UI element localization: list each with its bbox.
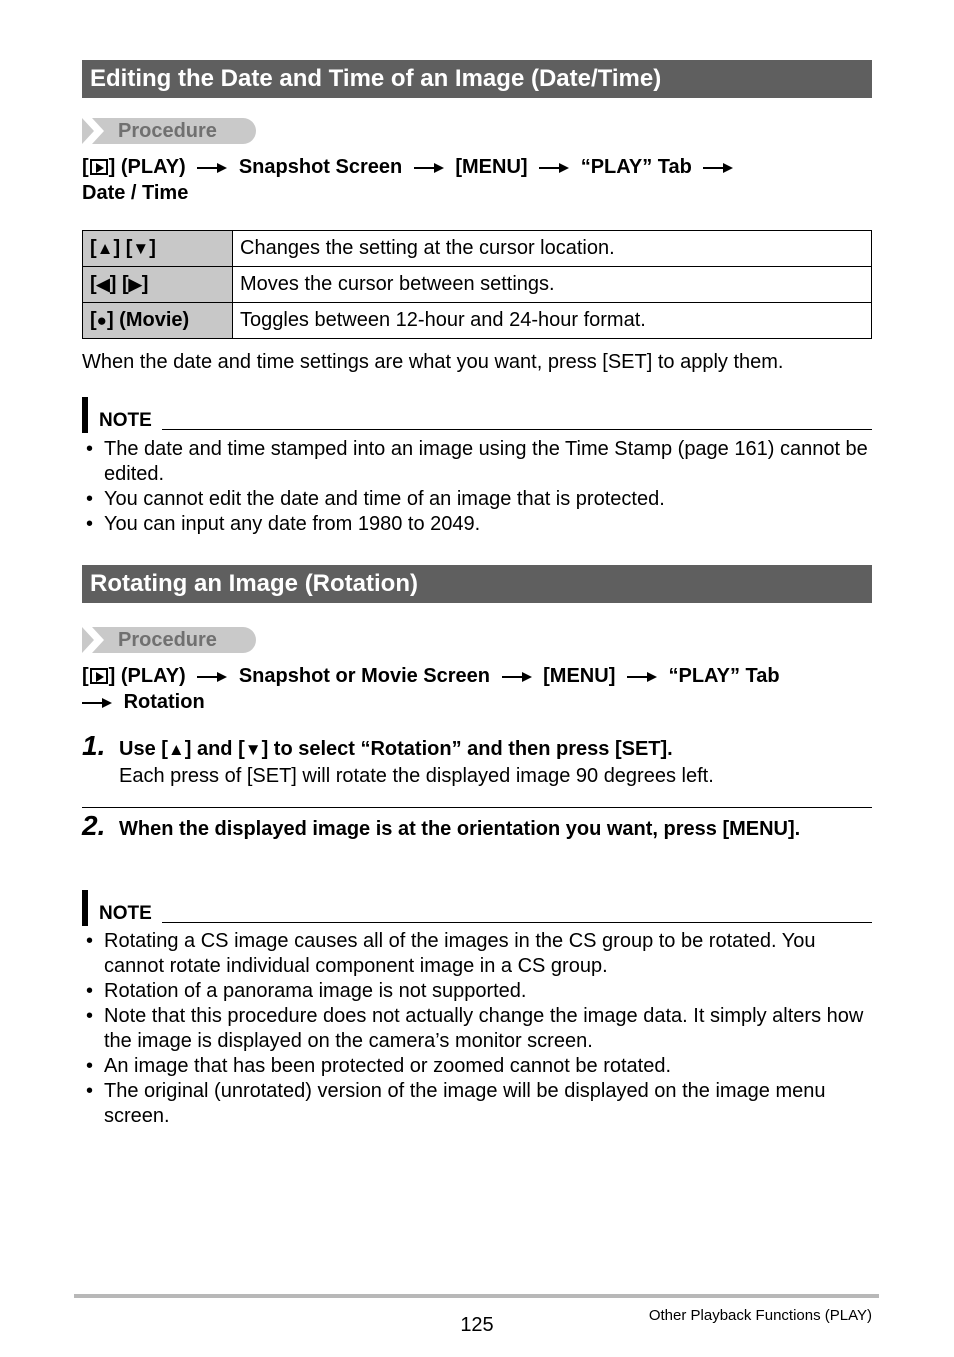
note-list bbox=[82, 929, 872, 1129]
step-2 bbox=[82, 810, 872, 872]
play-icon bbox=[90, 159, 108, 175]
procedure-path: [ ] (PLAY) Snapshot or Movie Screen [MENU] “PLAY” Tab Rotation bbox=[82, 665, 780, 713]
procedure-badge: Procedure bbox=[82, 118, 256, 144]
list-item: • Rotating a CS image causes all of the images in the CS group to be rotated. You cannot rotate individual component image in a CS group. bbox=[82, 929, 872, 979]
table-row bbox=[83, 231, 872, 267]
table-row bbox=[83, 267, 872, 303]
note-heading: NOTE bbox=[82, 397, 872, 433]
arrow-right-icon bbox=[197, 672, 227, 682]
list-item: • The date and time stamped into an image using the Time Stamp (page 161) cannot be edited. bbox=[82, 437, 872, 487]
table-row bbox=[83, 303, 872, 339]
note-heading: NOTE bbox=[82, 890, 872, 926]
arrow-right-icon bbox=[539, 163, 569, 173]
description-cell: Moves the cursor between settings. bbox=[233, 267, 872, 303]
divider bbox=[82, 807, 872, 808]
key-cell: [◀] [▶] bbox=[83, 267, 233, 303]
procedure-chevron-icon bbox=[82, 627, 106, 653]
page-number: 125 bbox=[460, 1314, 494, 1336]
step-title: Use [▲] and [▼] to select “Rotation” and then press [SET]. bbox=[119, 738, 673, 760]
key-cell: [▲] [▼] bbox=[83, 231, 233, 267]
play-icon bbox=[90, 668, 108, 684]
arrow-right-icon bbox=[627, 672, 657, 682]
controls-table bbox=[82, 230, 872, 339]
step-1 bbox=[82, 730, 872, 796]
step-number: 1. bbox=[82, 730, 106, 761]
arrow-right-icon bbox=[82, 698, 112, 708]
note-list bbox=[82, 437, 872, 537]
list-item: • The original (unrotated) version of the image will be displayed on the image menu screen. bbox=[82, 1079, 872, 1129]
step-number: 2. bbox=[82, 810, 106, 841]
description-cell: Toggles between 12-hour and 24-hour format. bbox=[233, 303, 872, 339]
arrow-right-icon bbox=[197, 163, 227, 173]
description-cell: Changes the setting at the cursor location. bbox=[233, 231, 872, 267]
list-item: • Rotation of a panorama image is not supported. bbox=[82, 979, 872, 1004]
footer-section-name: Other Playback Functions (PLAY) bbox=[648, 1307, 872, 1324]
arrow-right-icon bbox=[414, 163, 444, 173]
section-title-date-time: Editing the Date and Time of an Image (Date/Time) bbox=[82, 60, 872, 98]
apply-instruction: When the date and time settings are what you want, press [SET] to apply them. bbox=[82, 351, 784, 373]
procedure-path: [ ] (PLAY) Snapshot Screen [MENU] “PLAY” Tab Date / Time bbox=[82, 154, 872, 206]
list-item: • You can input any date from 1980 to 2049. bbox=[82, 512, 872, 537]
procedure-badge: Procedure bbox=[82, 627, 256, 653]
section-title-rotation: Rotating an Image (Rotation) bbox=[82, 565, 872, 603]
list-item: • You cannot edit the date and time of an image that is protected. bbox=[82, 487, 872, 512]
procedure-chevron-icon bbox=[82, 118, 106, 144]
step-title: When the displayed image is at the orientation you want, press [MENU]. bbox=[119, 818, 801, 840]
arrow-right-icon bbox=[502, 672, 532, 682]
key-cell: [●] (Movie) bbox=[83, 303, 233, 339]
arrow-right-icon bbox=[703, 163, 733, 173]
list-item: • An image that has been protected or zoomed cannot be rotated. bbox=[82, 1054, 872, 1079]
list-item: • Note that this procedure does not actually change the image data. It simply alters how the image is displayed on the camera’s monitor screen. bbox=[82, 1004, 872, 1054]
footer-rule bbox=[74, 1294, 879, 1298]
step-description: Each press of [SET] will rotate the displayed image 90 degrees left. bbox=[119, 765, 714, 787]
